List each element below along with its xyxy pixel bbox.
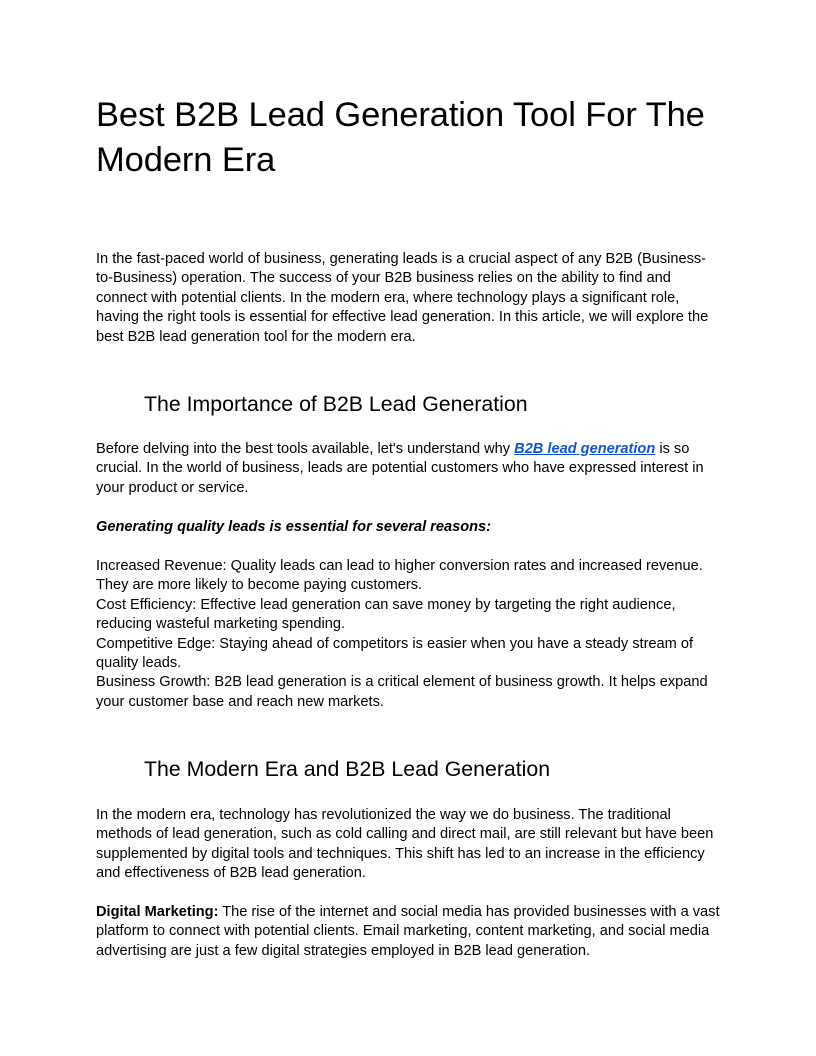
- section-heading-importance: The Importance of B2B Lead Generation: [144, 392, 528, 416]
- importance-text-before-link: Before delving into the best tools available, let's understand why: [96, 441, 515, 457]
- list-item: Cost Efficiency: Effective lead generation can save money by targeting the right audience, reducing wasteful marketing spending.: [96, 596, 676, 633]
- section-heading-modern-era: The Modern Era and B2B Lead Generation: [144, 757, 551, 781]
- importance-text-after-link: is so crucial. In the world of business, leads are potential customers who have expressed interest in your product or service.: [96, 441, 704, 496]
- reasons-heading: Generating quality leads is essential for several reasons:: [96, 519, 492, 535]
- list-item: Competitive Edge: Staying ahead of competitors is easier when you have a steady stream of quality leads.: [96, 635, 694, 672]
- reasons-list: [96, 557, 720, 712]
- digital-marketing-label: Digital Marketing:: [96, 904, 219, 920]
- digital-marketing-paragraph: [96, 903, 720, 961]
- list-item: Business Growth: B2B lead generation is a critical element of business growth. It helps expand your customer base and reach new markets.: [96, 674, 708, 710]
- modern-era-paragraph: In the modern era, technology has revolutionized the way we do business. The traditional methods of lead generation, such as cold calling and direct mail, are still relevant but have been supplemented by digital tools and techniques. This shift has led to an increase in the efficiency and effectiveness of B2B lead generation.: [96, 807, 714, 882]
- list-item: Increased Revenue: Quality leads can lead to higher conversion rates and increased revenue. They are more likely to become paying customers.: [96, 558, 703, 594]
- page-title: Best B2B Lead Generation Tool For The Modern Era: [96, 96, 705, 179]
- b2b-lead-generation-link[interactable]: B2B lead generation: [514, 441, 656, 457]
- intro-paragraph: In the fast-paced world of business, generating leads is a crucial aspect of any B2B (Business-to-Business) operation. The success of your B2B business relies on the ability to find and connect with potential clients. In the modern era, where technology plays a significant role, having the right tools is essential for effective lead generation. In this article, we will explore the best B2B lead generation tool for the modern era.: [96, 251, 709, 345]
- digital-marketing-text: The rise of the internet and social media has provided businesses with a vast platform to connect with potential clients. Email marketing, content marketing, and social media advertising are just a few digital strategies employed in B2B lead generation.: [96, 904, 720, 959]
- importance-paragraph: [96, 440, 720, 498]
